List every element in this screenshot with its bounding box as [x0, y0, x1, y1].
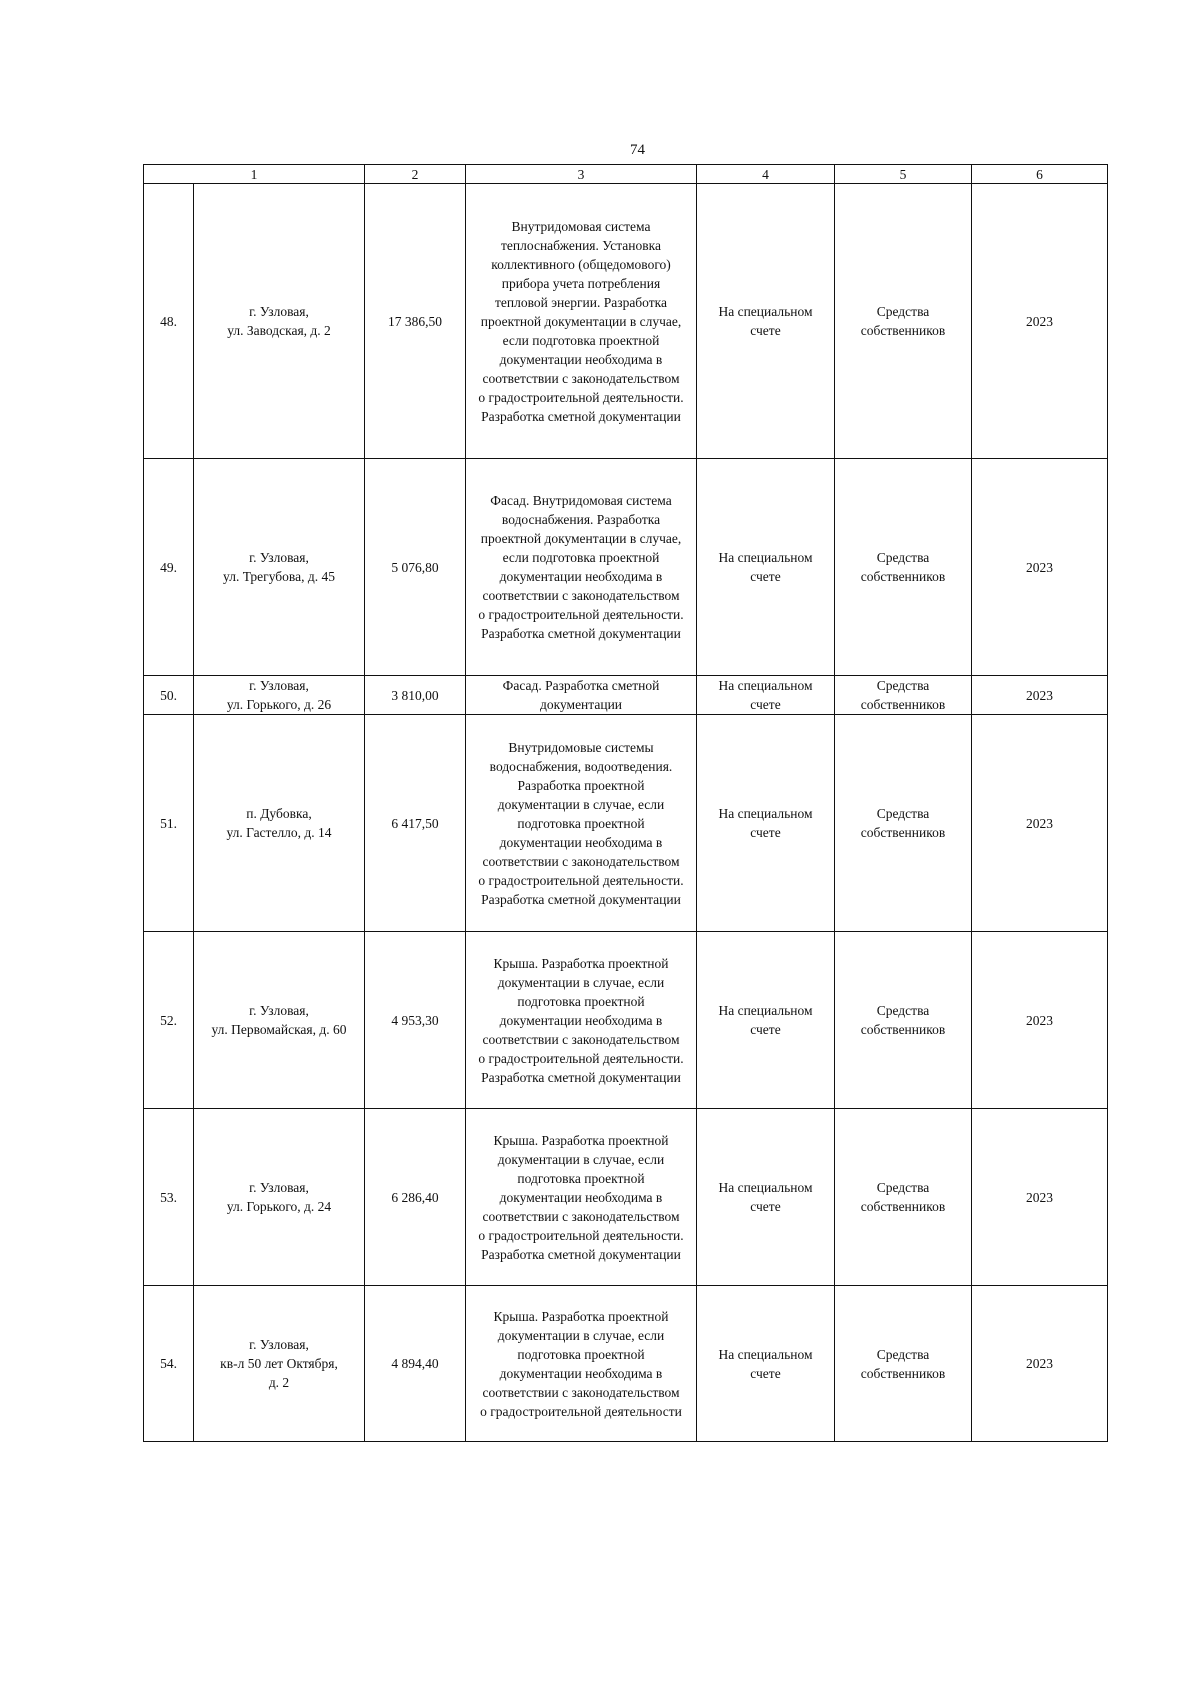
column-header-1: 1	[144, 165, 365, 184]
row-address: г. Узловая, кв-л 50 лет Октября, д. 2	[194, 1286, 365, 1442]
row-account: На специальном счете	[697, 184, 835, 459]
row-funding-source: Средства собственников	[835, 932, 972, 1109]
column-header-5: 5	[835, 165, 972, 184]
row-account: На специальном счете	[697, 1286, 835, 1442]
row-works: Внутридомовая система теплоснабжения. Установка коллективного (общедомового) прибора учета потребления тепловой энергии. Разработка проектной документации в случае, если подготовка проектной документации необходима в соответствии с законодательством о градостроительной деятельности. Разработка сметной документации	[466, 184, 697, 459]
row-number: 52.	[144, 932, 194, 1109]
row-account: На специальном счете	[697, 459, 835, 676]
row-address: г. Узловая, ул. Заводская, д. 2	[194, 184, 365, 459]
row-funding-source: Средства собственников	[835, 184, 972, 459]
row-amount: 6 417,50	[365, 715, 466, 932]
row-address: г. Узловая, ул. Горького, д. 24	[194, 1109, 365, 1286]
row-number: 51.	[144, 715, 194, 932]
repair-schedule-table	[143, 164, 1108, 1442]
row-address: г. Узловая, ул. Первомайская, д. 60	[194, 932, 365, 1109]
row-funding-source: Средства собственников	[835, 1286, 972, 1442]
row-amount: 3 810,00	[365, 676, 466, 715]
table-row	[144, 1109, 1108, 1286]
row-amount: 5 076,80	[365, 459, 466, 676]
row-year: 2023	[972, 715, 1108, 932]
column-number-row	[144, 165, 1108, 184]
row-account: На специальном счете	[697, 676, 835, 715]
row-works: Крыша. Разработка проектной документации в случае, если подготовка проектной документации необходима в соответствии с законодательством о градостроительной деятельности. Разработка сметной документации	[466, 932, 697, 1109]
column-header-4: 4	[697, 165, 835, 184]
row-year: 2023	[972, 184, 1108, 459]
row-works: Фасад. Внутридомовая система водоснабжения. Разработка проектной документации в случае, если подготовка проектной документации необходима в соответствии с законодательством о градостроительной деятельности. Разработка сметной документации	[466, 459, 697, 676]
table-row	[144, 1286, 1108, 1442]
row-address: г. Узловая, ул. Горького, д. 26	[194, 676, 365, 715]
row-funding-source: Средства собственников	[835, 1109, 972, 1286]
row-account: На специальном счете	[697, 1109, 835, 1286]
row-funding-source: Средства собственников	[835, 715, 972, 932]
column-header-6: 6	[972, 165, 1108, 184]
row-funding-source: Средства собственников	[835, 459, 972, 676]
row-funding-source: Средства собственников	[835, 676, 972, 715]
row-number: 50.	[144, 676, 194, 715]
column-header-3: 3	[466, 165, 697, 184]
table-row	[144, 459, 1108, 676]
row-year: 2023	[972, 1109, 1108, 1286]
column-header-2: 2	[365, 165, 466, 184]
row-amount: 4 953,30	[365, 932, 466, 1109]
row-year: 2023	[972, 1286, 1108, 1442]
row-works: Фасад. Разработка сметной документации	[466, 676, 697, 715]
table-row	[144, 715, 1108, 932]
row-number: 48.	[144, 184, 194, 459]
row-year: 2023	[972, 676, 1108, 715]
row-number: 53.	[144, 1109, 194, 1286]
table-row	[144, 184, 1108, 459]
row-amount: 6 286,40	[365, 1109, 466, 1286]
row-amount: 4 894,40	[365, 1286, 466, 1442]
row-number: 54.	[144, 1286, 194, 1442]
row-account: На специальном счете	[697, 715, 835, 932]
row-address: п. Дубовка, ул. Гастелло, д. 14	[194, 715, 365, 932]
row-account: На специальном счете	[697, 932, 835, 1109]
row-works: Крыша. Разработка проектной документации в случае, если подготовка проектной документации необходима в соответствии с законодательством о градостроительной деятельности	[466, 1286, 697, 1442]
row-year: 2023	[972, 932, 1108, 1109]
page-number: 74	[630, 142, 645, 158]
row-number: 49.	[144, 459, 194, 676]
row-works: Крыша. Разработка проектной документации в случае, если подготовка проектной документации необходима в соответствии с законодательством о градостроительной деятельности. Разработка сметной документации	[466, 1109, 697, 1286]
table-row	[144, 932, 1108, 1109]
row-amount: 17 386,50	[365, 184, 466, 459]
row-year: 2023	[972, 459, 1108, 676]
table-row	[144, 676, 1108, 715]
row-address: г. Узловая, ул. Трегубова, д. 45	[194, 459, 365, 676]
row-works: Внутридомовые системы водоснабжения, водоотведения. Разработка проектной документации в случае, если подготовка проектной документации необходима в соответствии с законодательством о градостроительной деятельности. Разработка сметной документации	[466, 715, 697, 932]
